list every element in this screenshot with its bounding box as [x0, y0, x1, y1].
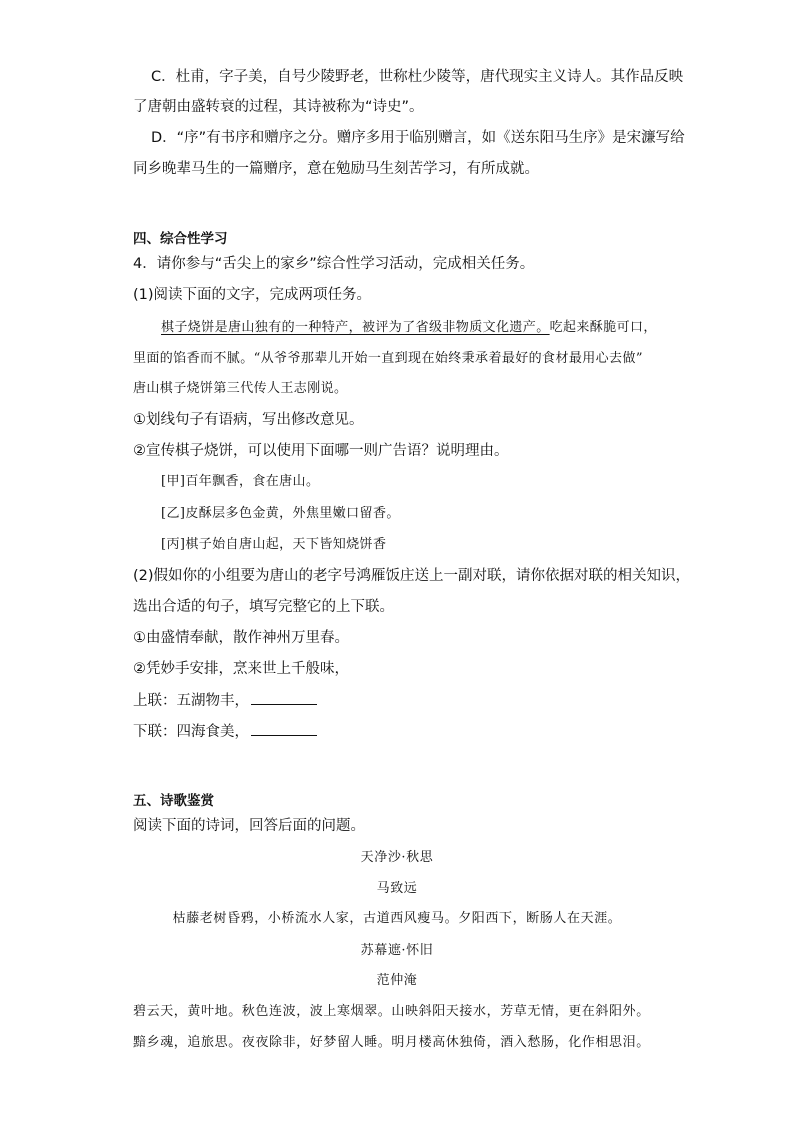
- option-d-line1: D．“序”有书序和赠序之分。赠序多用于临别赠言，如《送东阳马生序》是宋濂写给: [151, 130, 685, 146]
- lower-couplet: [133, 721, 317, 742]
- option-d-line2: 同乡晚辈马生的一篇赠序，意在勉励马生刻苦学习，有所成就。: [133, 161, 539, 177]
- sub-question-2-line1: (2)假如你的小组要为唐山的老字号鸿雁饭庄送上一副对联，请你依据对联的相关知识，: [133, 568, 691, 584]
- poem1-author: 马致远: [376, 881, 418, 896]
- upper-couplet-label: 上联：五湖物丰，: [133, 693, 249, 709]
- passage-line1: [161, 318, 657, 338]
- poem1-title: 天净沙·秋思: [360, 850, 434, 865]
- poem2-author: 范仲淹: [376, 973, 418, 988]
- ad-bing: [丙]棋子始自唐山起，天下皆知烧饼香: [161, 537, 387, 552]
- section5-heading: 五、诗歌鉴赏: [133, 793, 214, 809]
- option-c-line2: 了唐朝由盛转衰的过程，其诗被称为“诗史”。: [133, 99, 424, 115]
- poem2-line2: 黯乡魂，追旅思。夜夜除非，好梦留人睡。明月楼高休独倚，酒入愁肠，化作相思泪。: [133, 1035, 650, 1050]
- ad-yi: [乙]皮酥层多色金黄，外焦里嫩口留香。: [161, 506, 400, 521]
- poem-intro: 阅读下面的诗词，回答后面的问题。: [133, 818, 365, 834]
- option-c-line1: C．杜甫，字子美，自号少陵野老，世称杜少陵等，唐代现实主义诗人。其作品反映: [151, 69, 684, 85]
- upper-couplet-blank[interactable]: [251, 690, 317, 705]
- lower-couplet-blank[interactable]: [251, 721, 317, 736]
- task-2: ②宣传棋子烧饼，可以使用下面哪一则广告语？说明理由。: [133, 443, 509, 459]
- ad-jia: [甲]百年飘香，食在唐山。: [161, 474, 320, 489]
- question-4: 4．请你参与“舌尖上的家乡”综合性学习活动，完成相关任务。: [133, 256, 535, 272]
- couplet-choice-1: ①由盛情奉献，散作神州万里春。: [133, 630, 349, 646]
- upper-couplet: [133, 690, 317, 711]
- poem2-title: 苏幕遮·怀旧: [360, 943, 434, 958]
- passage-line3: 唐山棋子烧饼第三代传人王志刚说。: [133, 381, 348, 396]
- poem2-line1: 碧云天，黄叶地。秋色连波，波上寒烟翠。山映斜阳天接水，芳草无情，更在斜阳外。: [133, 1004, 650, 1019]
- underlined-sentence: 棋子烧饼是唐山独有的一种特产，被评为了省级非物质文化遗产。: [161, 320, 550, 335]
- task-1: ①划线句子有语病，写出修改意见。: [133, 412, 364, 428]
- sub-question-1: (1)阅读下面的文字，完成两项任务。: [133, 287, 372, 303]
- lower-couplet-label: 下联：四海食美，: [133, 724, 249, 740]
- sub-question-2-line2: 选出合适的句子，填写完整它的上下联。: [133, 599, 394, 615]
- poem1-text: 枯藤老树昏鸦，小桥流水人家，古道西风瘦马。夕阳西下，断肠人在天涯。: [172, 911, 622, 926]
- passage-line2: 里面的馅香而不腻。“从爷爷那辈儿开始一直到现在始终秉承着最好的食材最用心去做”: [133, 351, 643, 366]
- passage-line1-rest: 吃起来酥脆可口，: [549, 320, 657, 335]
- couplet-choice-2: ②凭妙手安排，烹来世上千般味，: [133, 661, 349, 677]
- section4-heading: 四、综合性学习: [133, 231, 228, 247]
